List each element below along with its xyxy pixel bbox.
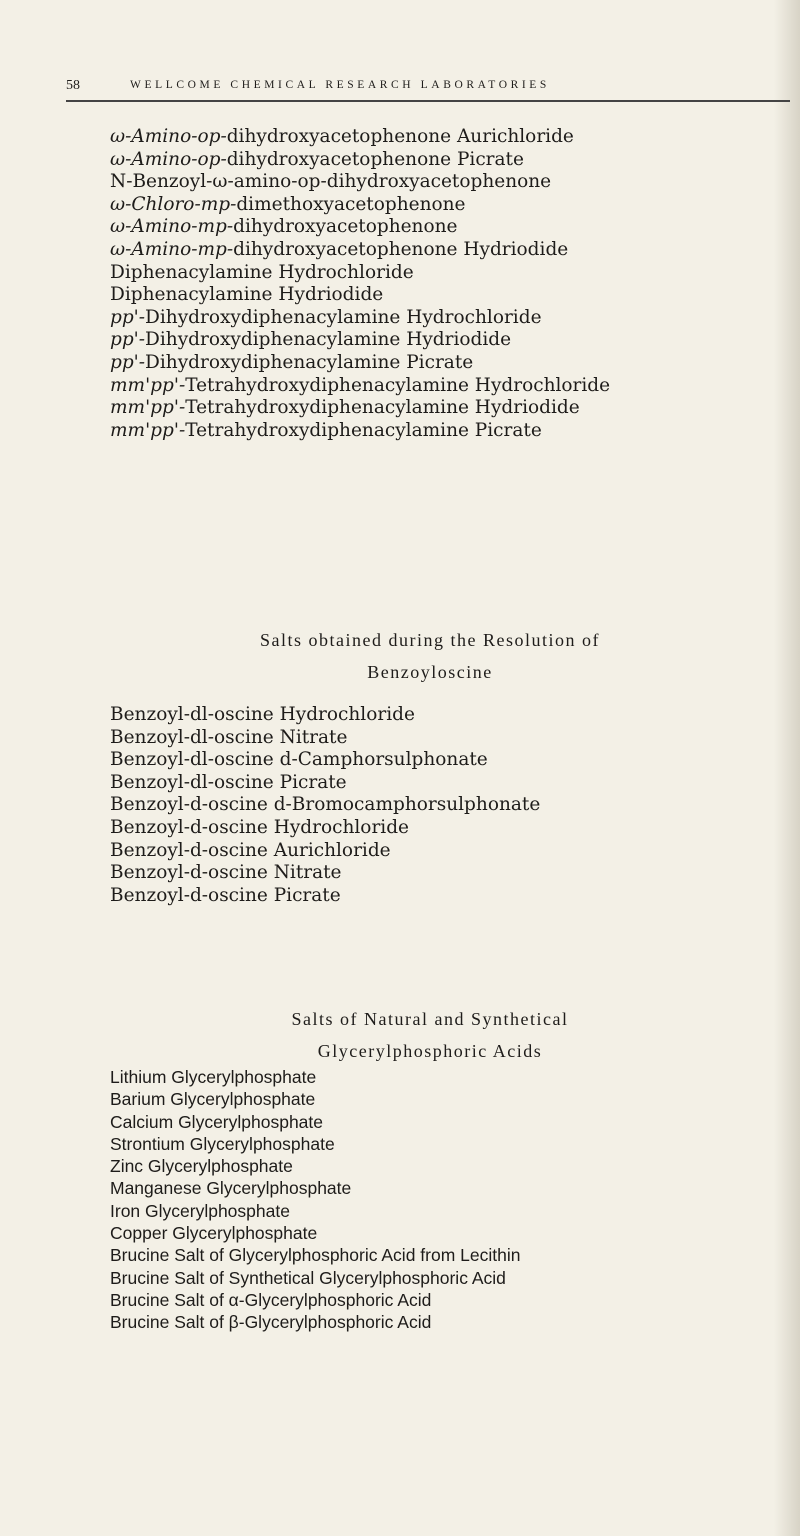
salt-item: Barium Glycerylphosphate (110, 1089, 316, 1110)
page-header (66, 72, 786, 102)
compound-item: ω-Amino-op-dihydroxyacetophenone Aurichloride (110, 126, 574, 147)
salt-item: Benzoyl-dl-oscine Nitrate (110, 726, 348, 748)
salt-item: Benzoyl-d-oscine Aurichloride (110, 839, 391, 861)
compound-item: Diphenacylamine Hydriodide (110, 284, 384, 306)
compound-item: Diphenacylamine Hydrochloride (110, 261, 414, 283)
header-rule (66, 100, 790, 102)
salt-item: Benzoyl-d-oscine Nitrate (110, 862, 342, 884)
compound-item: mm'pp'-Tetrahydroxydiphenacylamine Hydrochloride (110, 374, 611, 396)
salt-item: Benzoyl-d-oscine Picrate (110, 884, 341, 906)
compound-item: pp'-Dihydroxydiphenacylamine Hydriodide (110, 329, 512, 351)
salt-item: Benzoyl-d-oscine Hydrochloride (110, 816, 409, 838)
salt-item: Iron Glycerylphosphate (110, 1200, 290, 1221)
salt-item: Manganese Glycerylphosphate (110, 1178, 352, 1199)
salt-item: Calcium Glycerylphosphate (110, 1111, 324, 1132)
salt-item: Benzoyl-dl-oscine Picrate (110, 771, 347, 793)
section-heading-line: Benzoyloscine (367, 662, 493, 682)
compound-item: ω-Amino-mp-dihydroxyacetophenone Hydriodide (110, 238, 569, 260)
salt-item: Copper Glycerylphosphate (110, 1223, 318, 1244)
page-edge-shadow (774, 0, 800, 1536)
salt-item: Benzoyl-dl-oscine d-Camphorsulphonate (110, 749, 488, 771)
section-heading-line: Salts obtained during the Resolution of (260, 630, 600, 650)
compound-item: ω-Chloro-mp-dimethoxyacetophenone (110, 193, 466, 215)
section-heading-resolution (60, 624, 800, 688)
compound-item: ω-Amino-mp-dihydroxyacetophenone (110, 216, 458, 238)
compound-item: pp'-Dihydroxydiphenacylamine Picrate (110, 351, 474, 373)
glycerylphosphate-salt-list (110, 1066, 520, 1334)
salt-item: Brucine Salt of α-Glycerylphosphoric Acid (110, 1289, 432, 1310)
salt-item: Strontium Glycerylphosphate (110, 1133, 335, 1154)
compound-item: mm'pp'-Tetrahydroxydiphenacylamine Picrate (110, 419, 542, 441)
salt-item: Lithium Glycerylphosphate (110, 1067, 317, 1087)
compound-item: N-Benzoyl-ω-amino-op-dihydroxyacetophenone (110, 171, 552, 193)
compound-list (110, 126, 610, 442)
compound-item: pp'-Dihydroxydiphenacylamine Hydrochloride (110, 306, 542, 328)
section-heading-line: Glycerylphosphoric Acids (317, 1041, 543, 1061)
salt-item: Zinc Glycerylphosphate (110, 1156, 293, 1177)
salt-item: Brucine Salt of Glycerylphosphoric Acid from Lecithin (110, 1245, 521, 1266)
running-head: WELLCOME CHEMICAL RESEARCH LABORATORIES (130, 79, 550, 91)
compound-item: ω-Amino-op-dihydroxyacetophenone Picrate (110, 148, 524, 170)
salt-item: Benzoyl-dl-oscine Hydrochloride (110, 704, 415, 725)
section-heading-glycerylphosphoric (60, 1003, 800, 1067)
benzoyloscine-salt-list (110, 704, 540, 907)
section-heading-line: Salts of Natural and Synthetical (291, 1009, 569, 1029)
compound-item: mm'pp'-Tetrahydroxydiphenacylamine Hydriodide (110, 397, 580, 419)
salt-item: Brucine Salt of β-Glycerylphosphoric Acid (110, 1312, 432, 1333)
salt-item: Brucine Salt of Synthetical Glycerylphosphoric Acid (110, 1267, 506, 1288)
page-number: 58 (66, 78, 80, 93)
salt-item: Benzoyl-d-oscine d-Bromocamphorsulphonate (110, 794, 541, 816)
